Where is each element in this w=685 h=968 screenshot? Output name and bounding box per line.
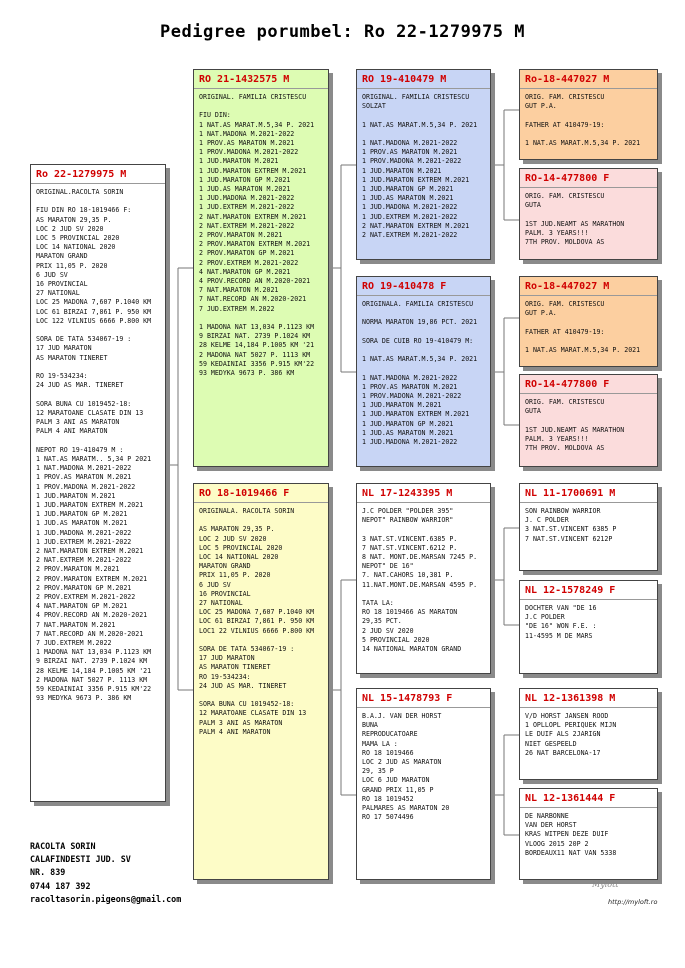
card-sire-dam-dam [519, 374, 658, 467]
website-watermark: http://myloft.ro [608, 898, 658, 906]
card-sire-dam-sire [519, 276, 658, 367]
card-dam-dam [356, 688, 491, 880]
card-dam-dam-dam [519, 788, 658, 880]
pigeon-notes: DOCHTER VAN "DE 16 J.C POLDER "DE 16" WON F.E. : 11-4595 M DE MARS [525, 604, 597, 640]
pigeon-notes: ORIG. FAM. CRISTESCU GUTA 1ST JUD.NEAMT AS MARATHON PALM. 3 YEARS!!! 7TH PROV. MOLDOVA AS [525, 398, 625, 453]
breeder-contact [30, 840, 181, 906]
ring-number: NL 11-1700691 M [525, 488, 616, 499]
pigeon-notes: ORIGINAL.RACOLTA SORIN FIU DIN RO 18-1019466 F: AS MARATON 29,35 P. LOC 2 JUD SV 2020 LOC 5 PROVINCIAL 2020 LOC 14 NATIONAL 2020 MARATON GRAND PRIX 11,05 P. 2020 6 JUD SV 16 PROVINCIAL 27 NATIONAL LOC 25 MADONA 7,607 P.1040 KM LOC 61 BIRZAI 7,861 P. 950 KM LOC 122 VILNIUS 6666 P.800 KM SORA DE TATA 534067-19 : 17 JUD MARATON AS MARATON TINERET RO 19-534234: 24 JUD AS MAR. TINERET SORA BUNA CU 1019452-18: 12 MARATOANE CLASATE DIN 13 PALM 3 ANI AS MARATON PALM 4 ANI MARATON NEPOT RO 19-410479 M : 1 NAT.AS MARATM.. 5,34 P 2021 1 NAT.MADONA M.2021-2022 1 PROV.AS MARATON M.2021 1 PROV.MADONA M.2021-2022 1 JUD.MARATON M.2021 1 JUD.MARATON EXTREM M.2021 1 JUD.MARATON GP M.2021 1 JUD.AS MARATON M.2021 1 JUD.MADONA M.2021-2022 1 JUD.EXTREM M.2021-2022 2 NAT.MARATON EXTREM M.2021 2 NAT.EXTREM M.2021-2022 2 PROV.MARATON M.2021 2 PROV.MARATON EXTREM M.2021 2 PROV.MARATON GP M.2021 2 PROV.EXTREM M.2021-2022 4 NAT.MARATON GP M.2021 4 PROV.RECORD AN M.2020-2021 7 NAT.MARATON M.2021 7 NAT.RECORD AN M.2020-2021 7 JUD.EXTREM M.2022 1 MADONA NAT 13,034 P.1123 KM 9 BIRZAI NAT. 2739 P.1024 KM 28 KELME 14,184 P.1005 KM '21 2 MADONA NAT 5027 P. 1113 KM 59 KEDAINIAI 3356 P.915 KM'22 93 MEDYKA 9673 P. 386 KM [36, 188, 152, 703]
pigeon-notes: ORIGINAL. FAMILIA CRISTESCU FIU DIN: 1 NAT.AS MARAT.M.5,34 P. 2021 1 NAT.MADONA M.2021-2022 1 PROV.AS MARATON M.2021 1 PROV.MADONA M.2021-2022 1 JUD.MARATON M.2021 1 JUD.MARATON EXTREM M.2021 1 JUD.MARATON GP M.2021 1 JUD.AS MARATON M.2021 1 JUD.MADONA M.2021-2022 1 JUD.EXTREM M.2021-2022 2 NAT.MARATON EXTREM M.2021 2 NAT.EXTREM M.2021-2022 2 PROV.MARATON M.2021 2 PROV.MARATON EXTREM M.2021 2 PROV.MARATON GP M.2021 2 PROV.EXTREM M.2021-2022 4 NAT.MARATON GP M.2021 4 PROV.RECORD AN M.2020-2021 7 NAT.MARATON M.2021 7 NAT.RECORD AN M.2020-2021 7 JUD.EXTREM M.2022 1 MADONA NAT 13,034 P.1123 KM 9 BIRZAI NAT. 2739 P.1024 KM 28 KELME 14,184 P.1005 KM '21 2 MADONA NAT 5027 P. 1113 KM 59 KEDAINIAI 3356 P.915 KM'22 93 MEDYKA 9673 P. 386 KM [199, 93, 315, 378]
card-sire-sire-sire [519, 69, 658, 160]
card-sire [193, 69, 329, 467]
ring-number: NL 12-1361398 M [525, 693, 616, 704]
pigeon-notes: ORIGINALA. FAMILIA CRISTESCU NORMA MARATON 19,86 PCT. 2021 SORA DE CUIB RO 19-410479 M: 1 NAT.AS MARAT.M.5,34 P. 2021 1 NAT.MADONA M.2021-2022 1 PROV.AS MARATON M.2021 1 PROV.MADONA M.2021-2022 1 JUD.MARATON M.2021 1 JUD.MARATON EXTREM M.2021 1 JUD.MARATON GP M.2021 1 JUD.AS MARATON M.2021 1 JUD.MADONA M.2021-2022 [362, 300, 478, 447]
pigeon-notes: ORIGINALA. RACOLTA SORIN AS MARATON 29,35 P. LOC 2 JUD SV 2020 LOC 5 PROVINCIAL 2020 LOC 14 NATIONAL 2020 MARATON GRAND PRIX 11,05 P. 2020 6 JUD SV 16 PROVINCIAL 27 NATIONAL LOC 25 MADONA 7,607 P.1040 KM LOC 61 BIRZAI 7,861 P. 950 KM LOC1 22 VILNIUS 6666 P.800 KM SORA DE TATA 534067-19 : 17 JUD MARATON AS MARATON TINERET RO 19-534234: 24 JUD AS MAR. TINERET SORA BUNA CU 1019452-18: 12 MARATOANE CLASATE DIN 13 PALM 3 ANI AS MARATON PALM 4 ANI MARATON [199, 507, 315, 736]
pigeon-notes: ORIGINAL. FAMILIA CRISTESCU SOLZAT 1 NAT.AS MARAT.M.5,34 P. 2021 1 NAT.MADONA M.2021-2022 1 PROV.AS MARATON M.2021 1 PROV.MADONA M.2021-2022 1 JUD.MARATON M.2021 1 JUD.MARATON EXTREM M.2021 1 JUD.MARATON GP M.2021 1 JUD.AS MARATON M.2021 1 JUD.MADONA M.2021-2022 1 JUD.EXTREM M.2021-2022 2 NAT.MARATON EXTREM M.2021 2 NAT.EXTREM M.2021-2022 [362, 93, 478, 240]
ring-number: RO 19-410479 M [362, 74, 447, 85]
card-sire-dam [356, 276, 491, 467]
pigeon-notes: ORIG. FAM. CRISTESCU GUTA 1ST JUD.NEAMT AS MARATHON PALM. 3 YEARS!!! 7TH PROV. MOLDOVA AS [525, 192, 625, 247]
breeder-phone: 0744 187 392 [30, 880, 91, 891]
signature-watermark: Mylott [592, 880, 619, 889]
pigeon-notes: SON RAINBOW WARRIOR J. C POLDER 3 NAT.ST.VINCENT 6385 P 7 NAT.ST.VINCENT 6212P [525, 507, 617, 543]
card-dam-sire [356, 483, 491, 674]
breeder-name: RACOLTA SORIN [30, 841, 96, 851]
ring-number: Ro-18-447027 M [525, 74, 610, 85]
breeder-email: racoltasorin.pigeons@gmail.com [30, 893, 182, 904]
card-main-pigeon [30, 164, 166, 802]
page-title: Pedigree porumbel: Ro 22-1279975 M [160, 22, 525, 42]
ring-number: RO 19-410478 F [362, 281, 447, 292]
ring-number: RO 21-1432575 M [199, 74, 290, 85]
pigeon-notes: ORIG. FAM. CRISTESCU GUT P.A. FATHER AT 410479-19: 1 NAT.AS MARAT.M.5,34 P. 2021 [525, 300, 641, 355]
pigeon-notes: J.C POLDER "POLDER 395" NEPOT" RAINBOW WARRIOR" 3 NAT.ST.VINCENT.6385 P. 7 NAT.ST.VINCENT.6212 P. 8 NAT. MONT.DE.MARSAN 7245 P. NEPOT" DE 16" 7. NAT.CAHORS 10,381 P. 11.NAT.MONT.DE.MARSAN 4595 P. TATA LA: RO 18 1019466 AS MARATON 29,35 PCT. 2 JUD SV 2020 5 PROVINCIAL 2020 14 NATIONAL MARATON GRAND [362, 507, 478, 654]
ring-number: Ro-18-447027 M [525, 281, 610, 292]
ring-number: NL 17-1243395 M [362, 488, 453, 499]
card-dam-sire-dam [519, 580, 658, 674]
ring-number: NL 15-1478793 F [362, 693, 453, 704]
ring-number: Ro 22-1279975 M [36, 169, 127, 180]
breeder-number: NR. 839 [30, 867, 66, 878]
card-dam-dam-sire [519, 688, 658, 780]
ring-number: NL 12-1361444 F [525, 793, 616, 804]
ring-number: RO-14-477800 F [525, 379, 610, 390]
pigeon-notes: DE NARBONNE VAN DER HORST KRAS WITPEN DEZE DUIF VLOOG 2015 20P 2 BORDEAUX11 NAT VAN 5338 [525, 812, 617, 857]
pigeon-notes: B.A.J. VAN DER HORST BUNA REPRODUCATOARE MAMA LA : RO 18 1019466 LOC 2 JUD AS MARATON 29, 35 P LOC 6 JUD MARATON GRAND PRIX 11,05 P RO 18 1019452 PALMARES AS MARATON 20 RO 17 5074496 [362, 712, 450, 822]
ring-number: NL 12-1578249 F [525, 585, 616, 596]
pigeon-notes: V/D HORST JANSEN ROOD 1 OPLLOPL PERIQUEK MIJN LE DUIF ALS 2JARIGN NIET GESPEELD 26 NAT BARCELONA-17 [525, 712, 617, 757]
card-sire-sire-dam [519, 168, 658, 260]
breeder-address: CALAFINDESTI JUD. SV [30, 854, 131, 865]
ring-number: RO-14-477800 F [525, 173, 610, 184]
card-dam [193, 483, 329, 880]
card-sire-sire [356, 69, 491, 260]
ring-number: RO 18-1019466 F [199, 488, 290, 499]
card-dam-sire-sire [519, 483, 658, 571]
pigeon-notes: ORIG. FAM. CRISTESCU GUT P.A. FATHER AT 410479-19: 1 NAT.AS MARAT.M.5,34 P. 2021 [525, 93, 641, 148]
